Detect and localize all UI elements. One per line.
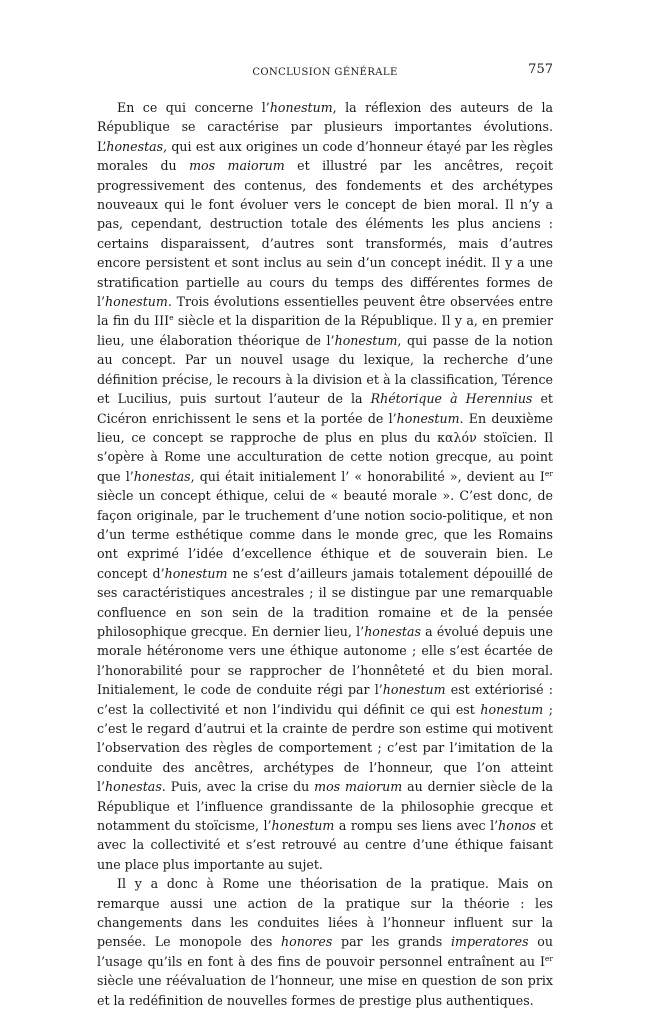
superscript: er (544, 953, 553, 963)
text-run: Il y a donc à Rome une théorisation de la pratique. Mais on remarque aussi une action de la pratique sur la théorie : les changements dans les conduites liées à l’honneur influent sur la pensée. Le monopole des (97, 876, 553, 950)
text-run: . En deuxième lieu, ce concept se rapproche de plus en plus du καλόν stoïcien. Il s’opère à Rome une acculturation de cette notion grecque, au point que l’ (97, 410, 553, 484)
text-run: au dernier siècle de la République et l’influence grandissante de la philosophie grecque et notamment du stoïcisme, l’ (97, 779, 553, 834)
text-run: , qui était initialement l’ « honorabilité », devient au I (190, 468, 545, 484)
superscript: er (544, 468, 553, 478)
italic-term: imperatores (450, 934, 529, 950)
text-run: et avec la collectivité et s’est retrouvé au centre d’une éthique faisant une place plus importante au sujet. (97, 818, 553, 872)
italic-term: honestas (133, 468, 191, 484)
text-run: est extériorisé : c’est la collectivité et non l’individu qui définit ce qui est (97, 682, 553, 717)
text-run: ; c’est le regard d’autrui et la crainte de perdre son estime qui motivent l’observation des règles de comportement ; c’est par l’imitation de la conduite des ancêtres, archétypes de l’honneur, que l’on atteint l’ (97, 701, 554, 795)
italic-term: honestum (396, 410, 460, 426)
text-run: , la réflexion des auteurs de la République se caractérise par plusieurs importantes évolutions. L’ (97, 100, 553, 154)
italic-term: honestum (382, 682, 446, 698)
running-title: CONCLUSION GÉNÉRALE (252, 67, 398, 78)
text-run: ou l’usage qu’ils en font à des fins de pouvoir personnel entraînent au I (97, 934, 553, 969)
paragraph (97, 98, 553, 874)
italic-term: honestum (480, 701, 544, 717)
text-run: , qui est aux origines un code d’honneur étayé par les règles morales du (97, 138, 553, 174)
page (97, 62, 553, 1010)
text-run: a rompu ses liens avec l’ (334, 818, 499, 834)
text-run: , qui passe de la notion au concept. Par un nouvel usage du lexique, la recherche d’une définition précise, le recours à la division et à la classification, Térence et Lucilius, puis surtout l’auteur de la (97, 332, 553, 407)
italic-term: honos (498, 818, 536, 834)
italic-term: Rhétorique à Herennius (370, 391, 533, 407)
italic-term: honestum (269, 100, 333, 115)
italic-term: honestas (106, 138, 164, 154)
text-run: ne s’est d’ailleurs jamais totalement dépouillé de ses caractéristiques ancestrales ; il se distingue par une remarquable confluence en son sein de la tradition romaine et de la pensée philosophique grecque. En dernier lieu, l’ (97, 565, 553, 639)
italic-term: honestum (271, 818, 335, 834)
italic-term: mos maiorum (189, 158, 285, 174)
paragraph (97, 874, 553, 1010)
superscript: e (169, 313, 174, 323)
running-head (97, 62, 553, 84)
italic-term: honestum (334, 332, 398, 348)
italic-term: honores (281, 934, 333, 950)
text-run: et Cicéron enrichissent le sens et la portée de l’ (97, 391, 553, 426)
page-number: 757 (528, 62, 553, 77)
text-run: siècle et la disparition de la République. Il y a, en premier lieu, une élaboration théorique de l’ (97, 313, 554, 348)
text-run: En ce qui concerne l’ (117, 100, 270, 115)
text-run: et illustré par les ancêtres, reçoit progressivement des contenus, des fondements et des archétypes nouveaux qui le font évoluer vers le concept de bien moral. Il n’y a pas, cependant, destruction totale des éléments les plus anciens : certains disparaissent, d’autres sont transformés, mais d’autres encore persistent et sont inclus au sein d’un concept inédit. Il y a une stratification partielle au cours du temps des différentes formes de l’ (97, 158, 553, 310)
text-run: . Puis, avec la crise du (161, 779, 315, 795)
italic-term: honestum (164, 565, 228, 581)
text-run: a évolué depuis une morale hétéronome vers une éthique autonome ; elle s’est écartée de l’honorabilité pour se rapprocher de l’honnêteté et du bien moral. Initialement, le code de conduite régi par l’ (97, 623, 553, 698)
text-run: . Trois évolutions essentielles peuvent être observées entre la fin du III (97, 294, 553, 329)
text-run: siècle une réévaluation de l’honneur, une mise en question de son prix et la redéfinition de nouvelles formes de prestige plus authentiques. (97, 973, 553, 1008)
italic-term: honestum (105, 294, 168, 310)
text-run: par les grands (332, 934, 451, 950)
italic-term: honestas (364, 623, 421, 639)
italic-term: mos maiorum (314, 779, 403, 795)
body-text (97, 98, 553, 1010)
italic-term: honestas (105, 779, 162, 795)
text-run: siècle un concept éthique, celui de « beauté morale ». C’est donc, de façon originale, par le truchement d’une notion socio-politique, et non d’un terme esthétique comme dans le monde grec, que les Romains ont exprimé l’idée d’excellence éthique et de souverain bien. Le concept d’ (97, 488, 553, 581)
